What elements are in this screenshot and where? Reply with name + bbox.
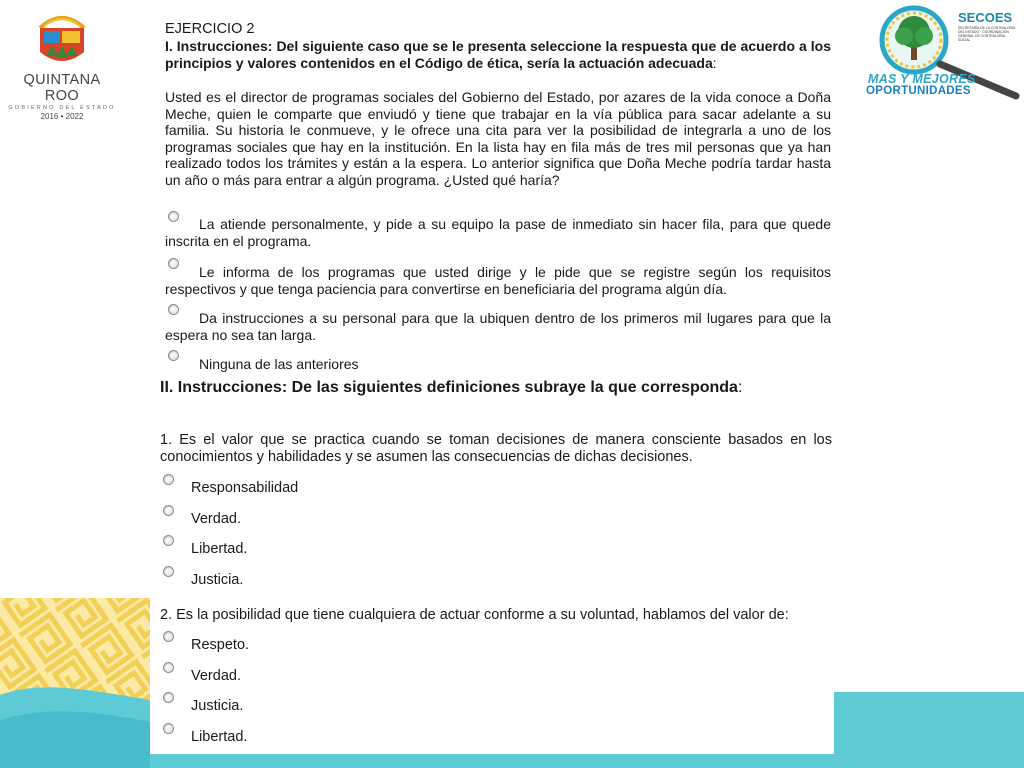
exercise-title: EJERCICIO 2 <box>165 21 255 37</box>
q1-option: Justicia. <box>191 572 244 588</box>
slogan-line-1: MAS Y MEJORES <box>868 72 976 86</box>
case-option-text: Le informa de los programas que usted dirige y le pide que se registre según los requisitos respectivos y que tenga paciencia para convertirse en beneficiaria del programa algún día. <box>165 264 831 297</box>
exercise-document <box>150 0 834 754</box>
radio-button[interactable] <box>163 723 174 734</box>
case-description: Usted es el director de programas sociales del Gobierno del Estado, por azares de la vida conoce a Doña Meche, quien le comparte que enviudó y tiene que trabajar en la vía pública para sacar adelante a su familia. Su historia le conmueve, y le ofrece una cita para ver la posibilidad de integrarla a uno de los programas sociales que hay en la institución. En la lista hay en fila más de tres mil personas que ya han realizado todos los trámites y están a la espera. Lo anterior significa que Doña Meche podría tardar hasta un año o más para entrar a algún programa. ¿Usted qué haría? <box>165 89 831 188</box>
q1-option: Libertad. <box>191 541 248 557</box>
radio-button[interactable] <box>163 631 174 642</box>
q2-option: Verdad. <box>191 668 241 684</box>
q2-option: Respeto. <box>191 637 250 653</box>
quintana-roo-logo <box>8 6 116 121</box>
radio-button[interactable] <box>168 350 179 361</box>
section1-instructions: I. Instrucciones: Del siguiente caso que se le presenta seleccione la respuesta que de acuerdo a los principios y valores contenidos en el Código de ética, sería la actuación adecuada: <box>165 38 831 71</box>
q1-option: Verdad. <box>191 511 241 527</box>
slogan-line-2: OPORTUNIDADES <box>866 85 971 97</box>
radio-button[interactable] <box>163 474 174 485</box>
government-years: 2016 • 2022 <box>40 112 84 121</box>
case-option-text: Da instrucciones a su personal para que la ubiquen dentro de los primeros mil lugares para que la espera no sea tan larga. <box>165 310 831 343</box>
question-2: 2. Es la posibilidad que tiene cualquiera de actuar conforme a su voluntad, hablamos del valor de: <box>160 607 789 623</box>
radio-button[interactable] <box>163 505 174 516</box>
question-1: 1. Es el valor que se practica cuando se toman decisiones de manera consciente basados en los conocimientos y habilidades y se asumen las consecuencias de dichas decisiones. <box>160 432 832 465</box>
radio-button[interactable] <box>163 566 174 577</box>
secoes-title: SECOES <box>958 10 1013 25</box>
secoes-logo <box>862 2 1022 102</box>
radio-button[interactable] <box>163 692 174 703</box>
case-option-text: La atiende personalmente, y pide a su equipo la pase de inmediato sin hacer fila, para que quede inscrita en el programa. <box>165 216 831 249</box>
radio-button[interactable] <box>163 662 174 673</box>
case-option-text: Ninguna de las anteriores <box>199 356 359 372</box>
q2-option: Libertad. <box>191 729 248 745</box>
government-subtitle: GOBIERNO DEL ESTADO <box>8 105 116 111</box>
coat-of-arms-icon <box>34 6 90 70</box>
state-name: QUINTANA ROO <box>23 72 101 104</box>
q1-option: Responsabilidad <box>191 480 299 496</box>
secoes-small-text: SECRETARÍA DE LA CONTRALORÍA DEL ESTADO · COORDINACIÓN GENERAL DE CONTRALORÍA SOCIAL <box>958 26 1016 42</box>
radio-button[interactable] <box>163 535 174 546</box>
section2-instructions: II. Instrucciones: De las siguientes definiciones subraye la que corresponda: <box>160 379 743 396</box>
q2-option: Justicia. <box>191 698 244 714</box>
